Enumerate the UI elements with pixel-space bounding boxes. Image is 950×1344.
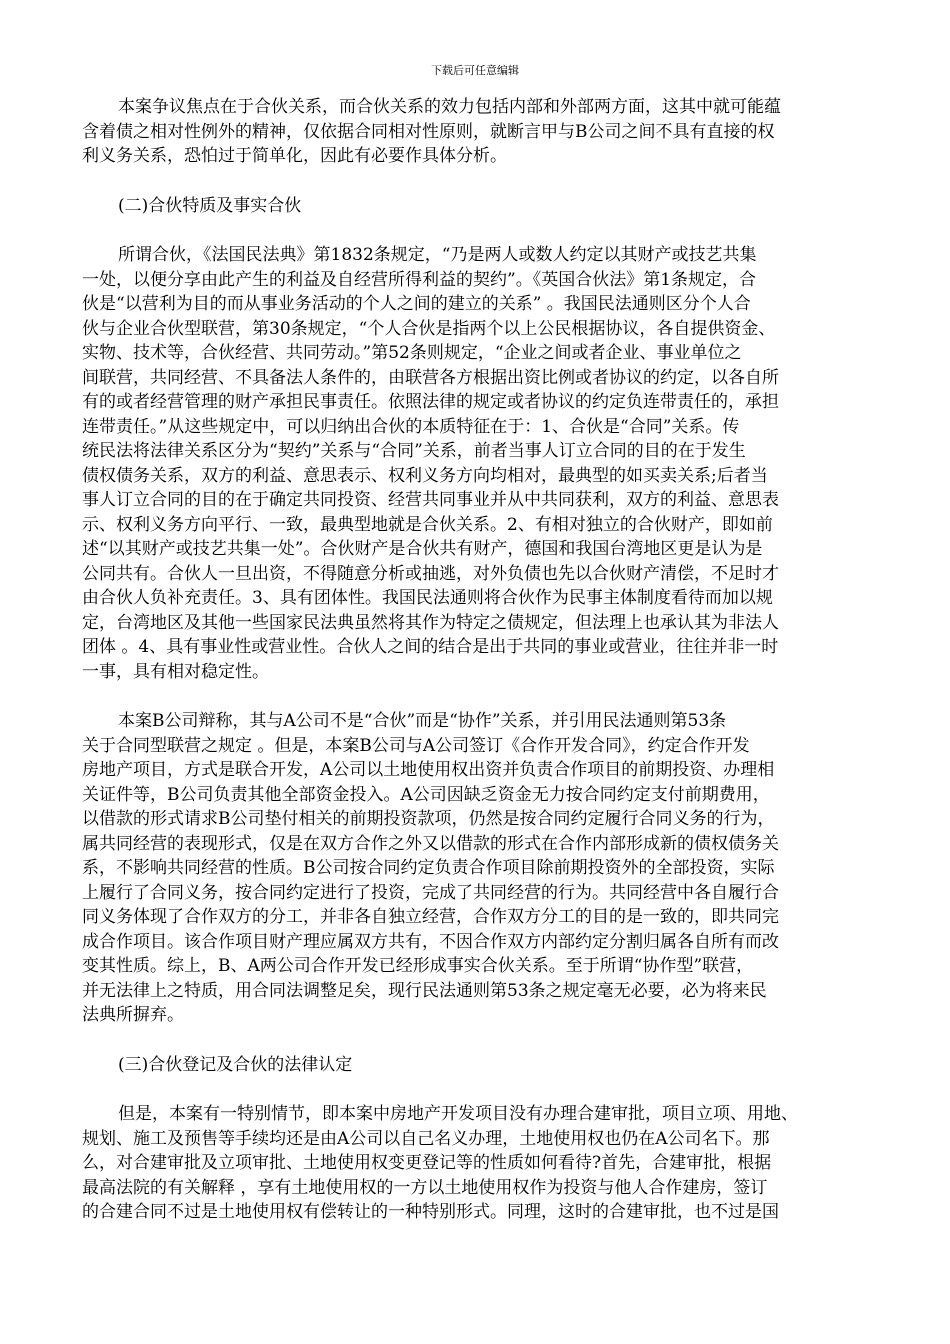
text-line: 一处，以便分享由此产生的利益及自经营所得利益的契约”。《英国合伙法》第1条规定，合 bbox=[82, 269, 757, 290]
text-line: 示、权利义务方向平行、一致，最典型地就是合伙关系。2、有相对独立的合伙财产，即如前 bbox=[82, 514, 773, 535]
text-line: 公同共有。合伙人一旦出资，不得随意分析或抽逃，对外负债也先以合伙财产清偿，不足时才 bbox=[82, 563, 779, 584]
text-line: 含着债之相对性例外的精神，仅依据合同相对性原则，就断言甲与B公司之间不具有直接的权 bbox=[82, 121, 775, 142]
text-line: 连带责任。”从这些规定中，可以归纳出合伙的本质特征在于：1、合伙是“合同”关系。传 bbox=[82, 416, 740, 437]
text-line: 变其性质。综上，B、A两公司合作开发已经形成事实合伙关系。至于所谓“协作型”联营， bbox=[82, 956, 754, 976]
text-line: 系，不影响共同经营的性质。B公司按合同约定负责合作项目除前期投资外的全部投资，实际 bbox=[82, 858, 775, 878]
text-line: 团体 。4、具有事业性或营业性。合伙人之间的结合是出于共同的事业或营业，往往并非一时 bbox=[82, 637, 779, 657]
text-line: 最高法院的有关解释 ，享有土地使用权的一方以土地使用权作为投资与他人合作建房，签订 bbox=[82, 1177, 768, 1198]
text-line: 有的或者经营管理的财产承担民事责任。依照法律的规定或者协议的约定负连带责任的，承担 bbox=[82, 392, 779, 412]
text-line: 统民法将法律关系区分为“契约”关系与“合同”关系，前者当事人订立合同的目的在于发生 bbox=[82, 441, 746, 461]
text-line: 所谓合伙，《法国民法典》第1832条规定，“乃是两人或数人约定以其财产或技艺共集 bbox=[118, 245, 757, 265]
text-line: 本案争议焦点在于合伙关系，而合伙关系的效力包括内部和外部两方面，这其中就可能蕴 bbox=[118, 97, 781, 117]
text-line: 由合伙人负补充责任。3、具有团体性。我国民法通则将合伙作为民事主体制度看待而加以规 bbox=[82, 588, 773, 608]
text-line: 债权债务关系，双方的利益、意思表示、权利义务方向均相对，最典型的如买卖关系;后者当 bbox=[82, 465, 768, 486]
paragraph-dispute-focus bbox=[82, 95, 870, 169]
section-heading-partnership-registration: (三)合伙登记及合伙的法律认定 bbox=[118, 1054, 353, 1075]
text-line: 法典所摒弃。 bbox=[82, 1005, 184, 1025]
page-header: 下载后可任意编辑 bbox=[431, 64, 519, 77]
document-body bbox=[82, 95, 870, 1250]
section-heading-partnership-nature: (二)合伙特质及事实合伙 bbox=[118, 195, 302, 216]
text-line: 本案B公司辩称，其与A公司不是“合伙”而是“协作”关系，并引用民法通则第53条 bbox=[118, 711, 727, 731]
text-line: 间联营，共同经营、不具备法人条件的，由联营各方根据出资比例或者协议的约定，以各自所 bbox=[82, 367, 779, 388]
text-line: 事人订立合同的目的在于确定共同投资、经营共同事业并从中共同获利，双方的利益、意思表 bbox=[82, 490, 779, 510]
text-line: 的合建合同不过是土地使用权有偿转让的一种特别形式。同理，这时的合建审批，也不过是国 bbox=[82, 1202, 779, 1222]
text-line: 述“以其财产或技艺共集一处”。合伙财产是合伙共有财产，德国和我国台湾地区更是认为是 bbox=[82, 539, 763, 559]
text-line: 么，对合建审批及立项审批、土地使用权变更登记等的性质如何看待?首先，合建审批，根据 bbox=[82, 1153, 772, 1173]
text-line: 成合作项目。该合作项目财产理应属双方共有，不因合作双方内部约定分割归属各自所有而改 bbox=[82, 931, 779, 952]
text-line: 定，台湾地区及其他一些国家民法典虽然将其作为特定之债规定，但法理上也承认其为非法人 bbox=[82, 612, 779, 633]
paragraph-partnership-definition bbox=[82, 243, 870, 684]
text-line: 房地产项目，方式是联合开发，A公司以土地使用权出资并负责合作项目的前期投资、办理相 bbox=[82, 760, 775, 780]
text-line: 利义务关系，恐怕过于简单化，因此有必要作具体分析。 bbox=[82, 146, 507, 166]
text-line: 并无法律上之特质，用合同法调整足矣，现行民法通则第53条之规定毫无必要，必为将来民 bbox=[82, 980, 767, 1001]
text-line: 关于合同型联营之规定 。但是，本案B公司与A公司签订《合作开发合同》，约定合作开发 bbox=[82, 735, 750, 756]
text-line: 一事，具有相对稳定性。 bbox=[82, 661, 269, 682]
text-line: 规划、施工及预售等手续均还是由A公司以自己名义办理，土地使用权也仍在A公司名下。那 bbox=[82, 1128, 770, 1149]
text-line: 伙是“以营利为目的而从事业务活动的个人之间的建立的关系” 。我国民法通则区分个人合 bbox=[82, 294, 751, 314]
text-line: 上履行了合同义务，按合同约定进行了投资，完成了共同经营的行为。共同经营中各自履行合 bbox=[82, 882, 779, 903]
paragraph-company-b-defense bbox=[82, 709, 870, 1028]
paragraph-special-circumstances bbox=[82, 1102, 870, 1225]
text-line: 以借款的形式请求B公司垫付相关的前期投资款项，仍然是按合同约定履行合同义务的行为， bbox=[82, 809, 775, 829]
text-line: 伙与企业合伙型联营，第30条规定，“个人合伙是指两个以上公民根据协议，各自提供资金、 bbox=[82, 318, 776, 339]
text-line: 属共同经营的表现形式，仅是在双方合作之外又以借款的形式在合作内部形成新的债权债务关 bbox=[82, 833, 779, 854]
text-line: 同义务体现了合作双方的分工，并非各自独立经营，合作双方分工的目的是一致的，即共同完 bbox=[82, 907, 779, 927]
text-line: 实物、技术等，合伙经营、共同劳动。”第52条则规定，“企业之间或者企业、事业单位之 bbox=[82, 343, 742, 363]
text-line: 关证件等，B公司负责其他全部资金投入。A公司因缺乏资金无力按合同约定支付前期费用， bbox=[82, 784, 770, 805]
text-line: 但是，本案有一特别情节，即本案中房地产开发项目没有办理合建审批，项目立项、用地、 bbox=[118, 1104, 798, 1124]
